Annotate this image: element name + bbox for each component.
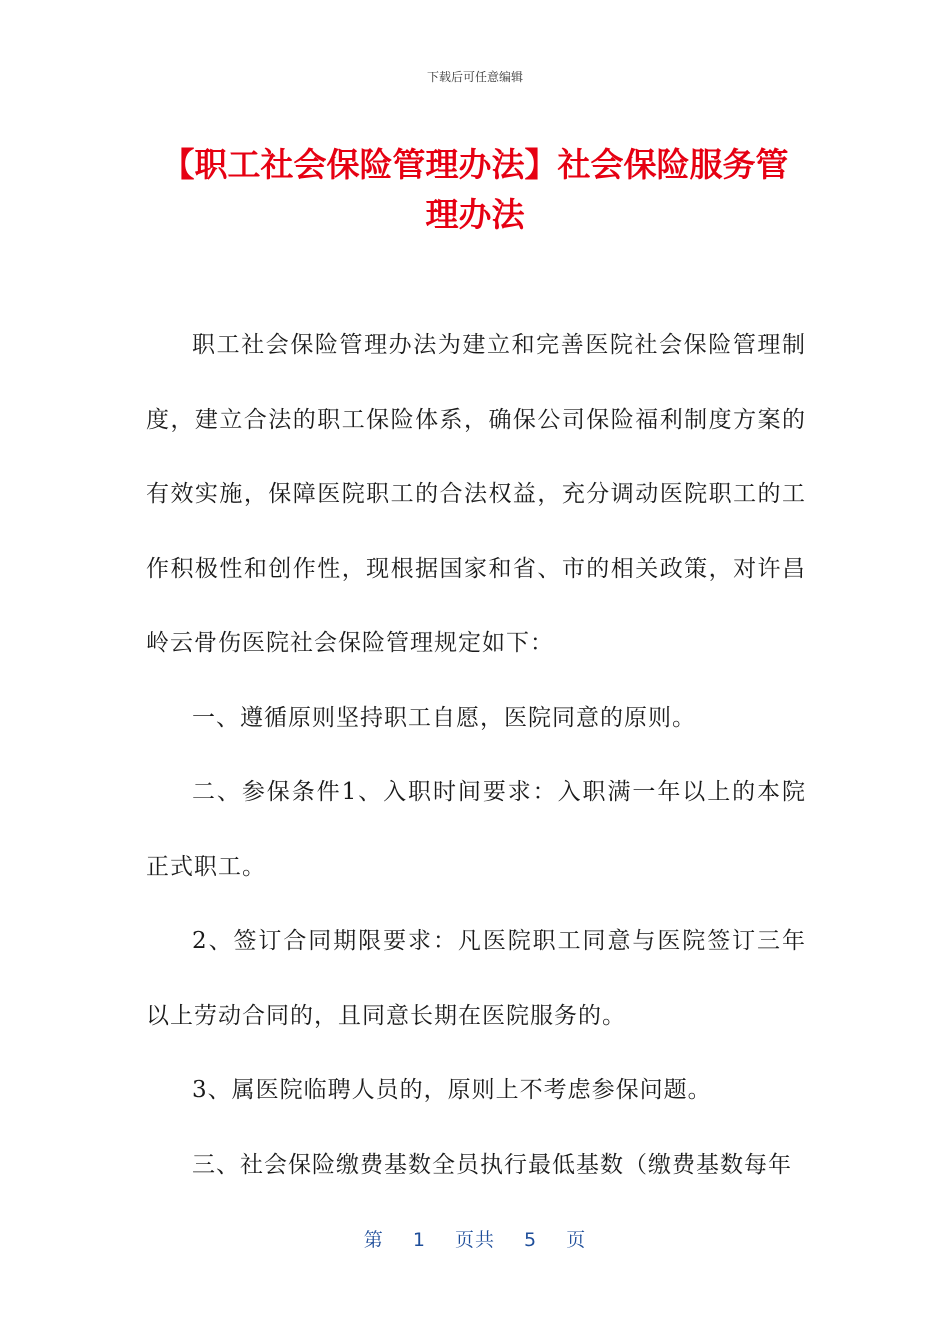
paragraph: 3、属医院临聘人员的，原则上不考虑参保问题。 [192, 1077, 712, 1103]
paragraph: 职工社会保险管理办法为建立和完善医院社会保险管理制度，建立合法的职工保险体系，确保公司保险福利制度方案的有效实施，保障医院职工的合法权益，充分调动医院职工的工作积极性和创作性，现根据国家和省、市的相关政策，对许昌岭云骨伤医院社会保险管理规定如下： [146, 332, 806, 656]
document-body [146, 308, 806, 1202]
page-footer [0, 1225, 950, 1252]
paragraph: 2、签订合同期限要求：凡医院职工同意与医院签订三年以上劳动合同的，且同意长期在医院服务的。 [146, 928, 806, 1029]
header-note: 下载后可任意编辑 [426, 70, 523, 84]
page-prefix: 第 [363, 1229, 384, 1251]
document-title: 【职工社会保险管理办法】社会保险服务管理办法 [161, 145, 789, 234]
page-middle: 页共 [454, 1229, 495, 1251]
paragraph: 一、遵循原则坚持职工自愿，医院同意的原则。 [192, 704, 696, 731]
page-total: 5 [524, 1229, 538, 1251]
page-suffix: 页 [566, 1229, 587, 1251]
paragraph: 三、社会保险缴费基数全员执行最低基数（缴费基数每年 [192, 1151, 792, 1178]
paragraph: 二、参保条件1、入职时间要求：入职满一年以上的本院正式职工。 [146, 779, 806, 880]
page-number: 1 [412, 1229, 426, 1251]
